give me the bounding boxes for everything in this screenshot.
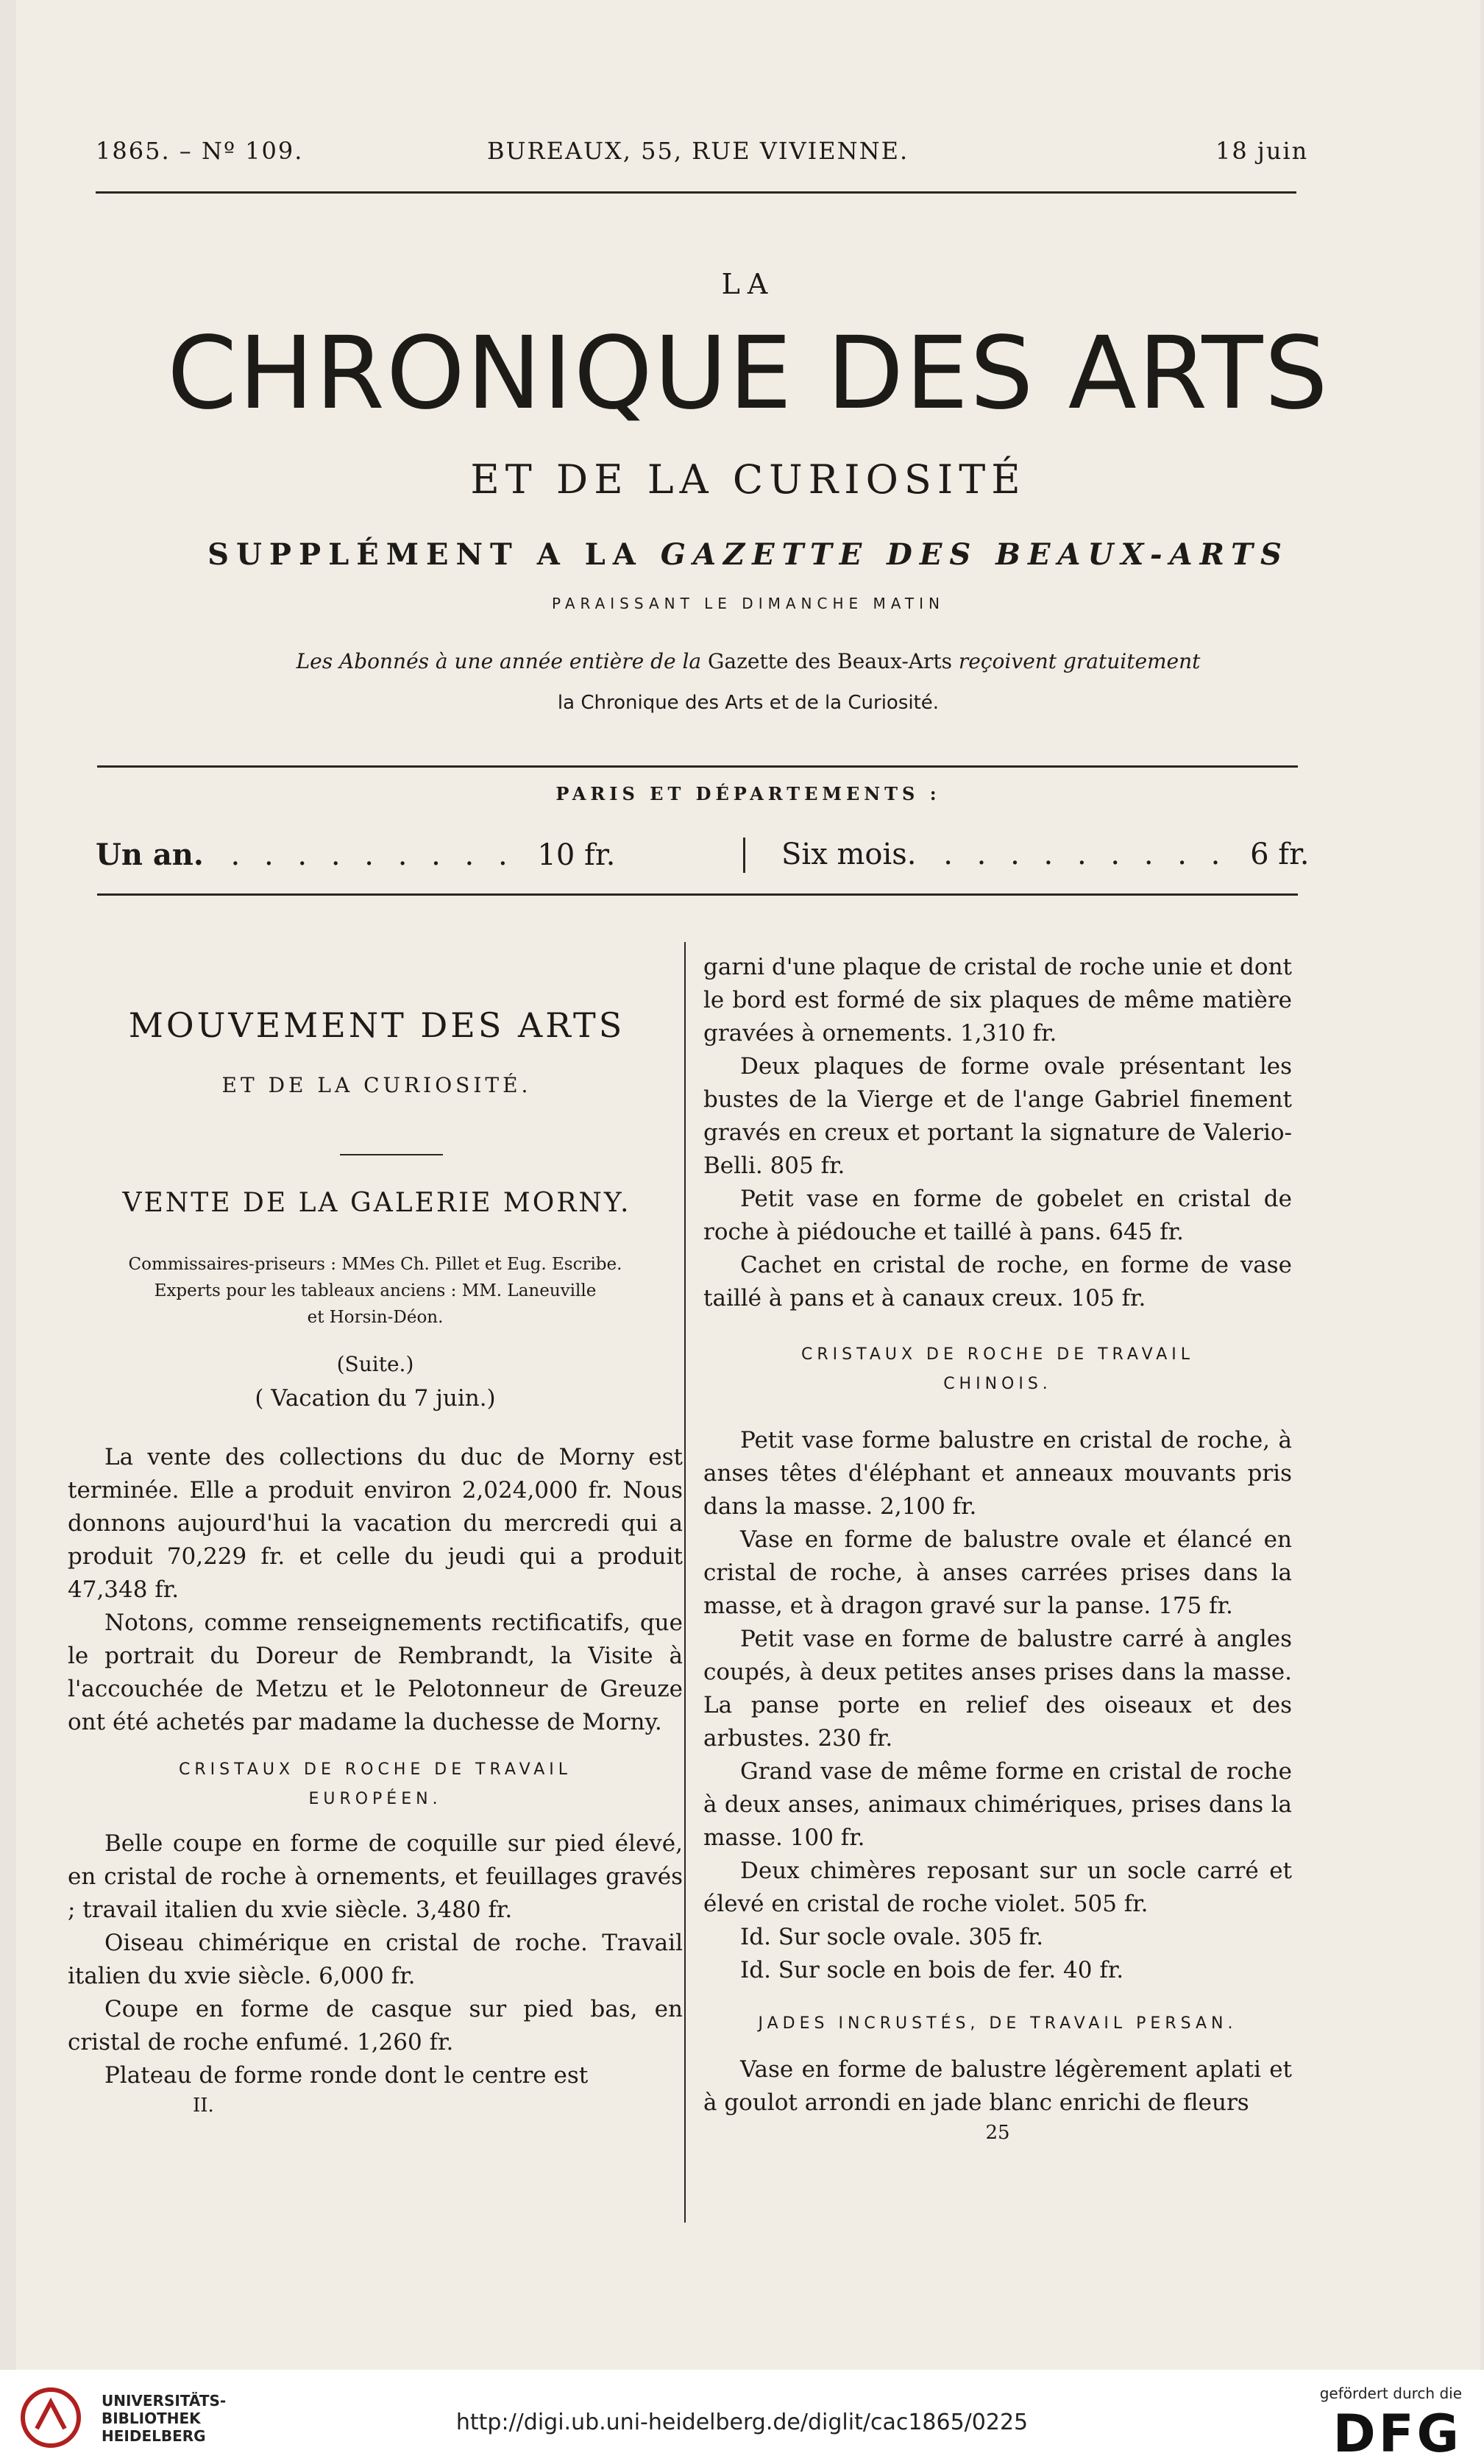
vacation-note: ( Vacation du 7 juin.) bbox=[255, 1385, 496, 1412]
experts-line-2: et Horsin-Déon. bbox=[307, 1308, 444, 1327]
price-half-value: 6 fr. bbox=[1250, 838, 1310, 871]
paragraph: Petit vase en forme de balustre carré à angles coupés, à deux petites anses prises dans la masse. La panse porte en relief des oiseaux et des arbustes. 230 fr. bbox=[703, 1626, 1292, 1752]
paragraph: Cachet en cristal de roche, en forme de vase taillé à pans et à canaux creux. 105 fr. bbox=[703, 1252, 1292, 1311]
paragraph: Notons, comme renseignements rectificatifs, que le portrait du Doreur de Rembrandt, la Visite à l'accouchée de Metzu et le Pelotonneur de Greuze ont été achetés par madame la duchesse de Morny. bbox=[68, 1610, 683, 1735]
masthead-title: CHRONIQUE DES ARTS bbox=[167, 316, 1329, 432]
subscriber-note-1: Les Abonnés à une année entière de la bbox=[296, 649, 702, 673]
price-year-value: 10 fr. bbox=[537, 838, 616, 872]
header-rule bbox=[96, 191, 1296, 194]
right-column bbox=[703, 951, 1292, 2146]
newspaper-page bbox=[16, 0, 1480, 2370]
university-name-3: HEIDELBERG bbox=[102, 2427, 206, 2445]
paragraph: Vase en forme de balustre légèrement aplati et à goulot arrondi en jade blanc enrichi de fleurs bbox=[703, 2056, 1292, 2116]
price-half bbox=[781, 838, 1310, 871]
supplement-gazette: GAZETTE DES BEAUX-ARTS bbox=[660, 537, 1289, 572]
article-title: VENTE DE LA GALERIE MORNY. bbox=[122, 1188, 631, 1218]
experts-line-1: Experts pour les tableaux anciens : MM. Laneuville bbox=[154, 1281, 597, 1300]
issue-date: 18 juin bbox=[1215, 137, 1309, 165]
university-name-1: UNIVERSITÄTS- bbox=[102, 2392, 227, 2410]
funded-by: gefördert durch die bbox=[1319, 2385, 1462, 2402]
subscription-heading: PARIS ET DÉPARTEMENTS : bbox=[555, 783, 941, 804]
subsection-heading-3: JADES INCRUSTÉS, DE TRAVAIL PERSAN. bbox=[758, 2014, 1238, 2033]
suite-note: (Suite.) bbox=[336, 1352, 414, 1376]
price-year-label: Un an. bbox=[96, 838, 204, 872]
supplement-line bbox=[16, 537, 1480, 572]
paragraph: Grand vase de même forme en cristal de roche à deux anses, animaux chimériques, prises dans la masse. 100 fr. bbox=[703, 1758, 1292, 1851]
issue-number: 1865. – Nº 109. bbox=[96, 137, 304, 165]
masthead-subtitle: ET DE LA CURIOSITÉ bbox=[470, 456, 1026, 503]
paragraph: Oiseau chimérique en cristal de roche. Travail italien du xvie siècle. 6,000 fr. bbox=[68, 1930, 683, 1989]
subsection-heading-1b: EUROPÉEN. bbox=[308, 1790, 442, 1808]
masthead-article: LA bbox=[721, 268, 775, 300]
frequency-line: PARAISSANT LE DIMANCHE MATIN bbox=[552, 595, 945, 612]
left-column bbox=[68, 1251, 683, 2119]
paragraph: Id. Sur socle ovale. 305 fr. bbox=[740, 1924, 1044, 1950]
paragraph: Vase en forme de balustre ovale et élancé en cristal de roche, à anses carrées prises dans la masse, et à dragon gravé sur la panse. 175 fr. bbox=[703, 1526, 1292, 1619]
paragraph: Belle coupe en forme de coquille sur pied élevé, en cristal de roche à ornements, et feuillages gravés ; travail italien du xvie siècle. 3,480 fr. bbox=[68, 1830, 683, 1923]
price-year-dots: . . . . . . . . . bbox=[230, 838, 515, 872]
supplement-prefix: SUPPLÉMENT A LA bbox=[207, 537, 643, 572]
subsection-heading-1a: CRISTAUX DE ROCHE DE TRAVAIL bbox=[178, 1760, 572, 1779]
paragraph: Petit vase en forme de gobelet en cristal de roche à piédouche et taillé à pans. 645 fr. bbox=[703, 1186, 1292, 1245]
signature-mark: II. bbox=[193, 2095, 214, 2117]
paragraph: garni d'une plaque de cristal de roche unie et dont le bord est formé de six plaques de même matière gravées à ornements. 1,310 fr. bbox=[703, 954, 1292, 1047]
paragraph: Id. Sur socle en bois de fer. 40 fr. bbox=[740, 1957, 1124, 1983]
rule-above-subscription bbox=[97, 765, 1298, 768]
university-name-2: BIBLIOTHEK bbox=[102, 2410, 201, 2427]
subsection-heading-2b: CHINOIS. bbox=[943, 1375, 1052, 1393]
paragraph: Deux plaques de forme ovale présentant les bustes de la Vierge et de l'ange Gabriel finement gravés en creux et portant la signature de Valerio-Belli. 805 fr. bbox=[703, 1053, 1292, 1179]
paragraph: Deux chimères reposant sur un socle carré et élevé en cristal de roche violet. 505 fr. bbox=[703, 1858, 1292, 1917]
subscriber-note-line2: la Chronique des Arts et de la Curiosité. bbox=[557, 692, 940, 714]
section-title: MOUVEMENT DES ARTS bbox=[128, 1005, 625, 1045]
auctioneers: Commissaires-priseurs : MMes Ch. Pillet et Eug. Escribe. bbox=[128, 1255, 622, 1274]
subscriber-note bbox=[16, 649, 1480, 673]
page-number: 25 bbox=[985, 2122, 1010, 2144]
price-year bbox=[96, 838, 615, 872]
paragraph: Petit vase forme balustre en cristal de roche, à anses têtes d'éléphant et anneaux mouvants pris dans la masse. 2,100 fr. bbox=[703, 1427, 1292, 1520]
price-divider bbox=[743, 838, 745, 873]
dfg-logo: DFG bbox=[1332, 2404, 1462, 2464]
paragraph: Plateau de forme ronde dont le centre est bbox=[104, 2062, 589, 2089]
paragraph: Coupe en forme de casque sur pied bas, en cristal de roche enfumé. 1,260 fr. bbox=[68, 1996, 683, 2056]
column-divider bbox=[684, 942, 686, 2223]
price-half-label: Six mois. bbox=[781, 838, 917, 871]
rule-below-subscription bbox=[97, 893, 1298, 896]
section-ornament-rule bbox=[340, 1154, 443, 1155]
source-url-link[interactable]: http://digi.ub.uni-heidelberg.de/diglit/cac1865/0225 bbox=[455, 2410, 1029, 2435]
subscriber-note-gazette: Gazette des Beaux-Arts bbox=[708, 649, 953, 673]
subsection-heading-2a: CRISTAUX DE ROCHE DE TRAVAIL bbox=[800, 1345, 1195, 1364]
price-half-dots: . . . . . . . . . bbox=[943, 838, 1228, 871]
paragraph: La vente des collections du duc de Morny est terminée. Elle a produit environ 2,024,000 fr. Nous donnons aujourd'hui la vacation du mercredi qui a produit 70,229 fr. et celle du jeudi qui a produit 47,348 fr. bbox=[68, 1444, 683, 1603]
digitization-footer bbox=[0, 2370, 1484, 2464]
section-subtitle: ET DE LA CURIOSITÉ. bbox=[221, 1073, 532, 1097]
address: BUREAUX, 55, RUE VIVIENNE. bbox=[487, 137, 909, 165]
subscriber-note-2: reçoivent gratuitement bbox=[958, 649, 1201, 673]
